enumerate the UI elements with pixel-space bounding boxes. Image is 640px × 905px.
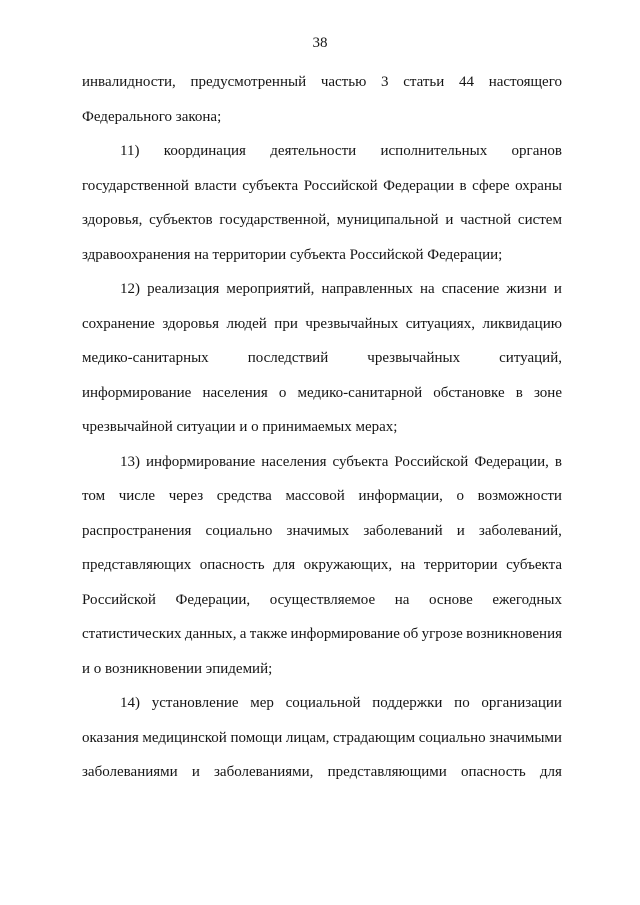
word: деятельности xyxy=(270,143,357,159)
word: а xyxy=(239,626,247,642)
paragraph-continuation xyxy=(82,72,562,141)
word: инвалидности, xyxy=(82,74,176,90)
word: оказания xyxy=(82,729,139,746)
text-line xyxy=(82,176,562,211)
word: помощи xyxy=(230,729,283,746)
word: 13) xyxy=(120,453,140,470)
word: заболеваниями xyxy=(82,764,178,780)
word: субъекта xyxy=(332,453,389,470)
word: и xyxy=(445,212,454,228)
text-line xyxy=(82,452,562,487)
text-line: чрезвычайной ситуации и о принимаемых мерах; xyxy=(82,419,398,435)
word: исполнительных xyxy=(380,143,488,159)
word: здоровья, xyxy=(82,212,143,228)
word: сфере xyxy=(472,177,510,194)
word: через xyxy=(168,488,204,504)
text-line xyxy=(82,279,562,314)
word: в xyxy=(515,384,523,401)
word: представляющими xyxy=(327,764,447,780)
word: государственной, xyxy=(219,212,331,228)
word: о xyxy=(278,384,287,401)
word: возникновения xyxy=(466,626,562,642)
word: ликвидацию xyxy=(482,315,562,332)
word: охраны xyxy=(515,177,562,194)
word: на xyxy=(400,557,416,573)
word: угрозе xyxy=(421,626,463,642)
word: распространения xyxy=(82,522,192,539)
word: том xyxy=(82,488,106,504)
word: государственной xyxy=(82,177,189,194)
word: населения xyxy=(202,384,268,401)
word: Федерации, xyxy=(175,591,251,608)
word: данных, xyxy=(184,626,237,642)
paragraph-item-14 xyxy=(82,693,562,797)
word: 44 xyxy=(458,74,474,90)
word: чрезвычайных xyxy=(305,315,399,332)
word: 3 xyxy=(380,74,389,90)
text-line xyxy=(82,383,562,418)
word: медико-санитарной xyxy=(297,384,423,401)
word: при xyxy=(274,315,298,332)
word: частной xyxy=(460,212,512,228)
word: субъектов xyxy=(149,212,213,228)
word: чрезвычайных xyxy=(367,350,461,366)
word: сохранение xyxy=(82,315,155,332)
word: Российской xyxy=(394,453,469,470)
paragraph-item-12 xyxy=(82,279,562,452)
word: осуществляемое xyxy=(269,591,376,608)
word: в xyxy=(554,453,562,470)
word: обстановке xyxy=(433,384,505,401)
word: частью xyxy=(320,74,367,90)
text-line: и о возникновении эпидемий; xyxy=(82,660,273,677)
word: страдающим xyxy=(333,729,416,746)
word: также xyxy=(249,626,288,642)
word: жизни xyxy=(506,281,547,297)
text-line: здравоохранения на территории субъекта Российской Федерации; xyxy=(82,246,503,263)
word: поддержки xyxy=(372,695,443,711)
word: числе xyxy=(118,488,156,504)
word: Федерации xyxy=(383,177,455,194)
paragraph-item-11 xyxy=(82,141,562,279)
word: ситуаций, xyxy=(499,350,562,366)
text-line xyxy=(82,348,562,383)
word: представляющих xyxy=(82,557,192,573)
word: окружающих, xyxy=(303,557,393,573)
word: последствий xyxy=(247,350,329,366)
word: информации, xyxy=(358,488,443,504)
page-number: 38 xyxy=(312,35,328,51)
word: для xyxy=(539,764,562,780)
word: настоящего xyxy=(488,74,562,90)
word: и xyxy=(191,764,200,780)
word: и xyxy=(456,522,465,539)
text-line xyxy=(82,486,562,521)
word: мероприятий, xyxy=(226,281,315,297)
word: населения xyxy=(261,453,327,470)
word: об xyxy=(403,626,419,642)
word: ситуациях, xyxy=(405,315,475,332)
text-line xyxy=(82,590,562,625)
word: на xyxy=(394,591,410,608)
word: спасение xyxy=(441,281,500,297)
word: субъекта xyxy=(506,557,562,573)
word: опасность xyxy=(460,764,526,780)
word: информирование xyxy=(145,453,256,470)
text-line xyxy=(82,314,562,349)
word: для xyxy=(273,557,296,573)
word: координация xyxy=(163,143,246,159)
word: информирование xyxy=(82,384,192,401)
word: заболеваний, xyxy=(478,522,562,539)
text-line xyxy=(82,210,562,245)
word: территории xyxy=(423,557,498,573)
word: органов xyxy=(511,143,562,159)
document-body xyxy=(82,72,562,797)
word: 11) xyxy=(120,143,140,159)
text-line xyxy=(82,521,562,556)
word: о xyxy=(456,488,464,504)
word: заболеваний xyxy=(363,522,443,539)
word: опасность xyxy=(199,557,265,573)
word: предусмотренный xyxy=(190,74,307,90)
word: Федерации, xyxy=(474,453,549,470)
word: информирование xyxy=(290,626,400,642)
word: социально xyxy=(418,729,486,746)
word: направленных xyxy=(321,281,413,297)
text-line: Федерального закона; xyxy=(82,108,222,125)
word: на xyxy=(419,281,435,297)
word: массовой xyxy=(285,488,345,504)
word: зоне xyxy=(533,384,562,401)
word: 12) xyxy=(120,281,140,297)
paragraph-item-13 xyxy=(82,452,562,694)
word: значимых xyxy=(286,522,350,539)
word: основе xyxy=(429,591,473,608)
word: лицам, xyxy=(285,729,330,746)
text-line xyxy=(82,624,562,659)
text-line xyxy=(82,555,562,590)
text-line xyxy=(82,762,562,797)
text-line xyxy=(82,72,562,107)
word: ежегодных xyxy=(492,591,562,608)
word: систем xyxy=(517,212,562,228)
word: социально xyxy=(205,522,273,539)
word: медицинской xyxy=(142,729,227,746)
text-line xyxy=(82,728,562,763)
word: значимыми xyxy=(489,729,562,746)
word: статьи xyxy=(403,74,445,90)
word: здоровья xyxy=(162,315,219,332)
word: мер xyxy=(250,695,274,711)
word: Российской xyxy=(82,591,156,608)
word: власти xyxy=(194,177,237,194)
word: Российской xyxy=(303,177,378,194)
word: организации xyxy=(481,695,562,711)
text-line xyxy=(82,141,562,176)
word: заболеваниями, xyxy=(214,764,314,780)
word: 14) xyxy=(120,695,140,711)
word: людей xyxy=(226,315,267,332)
word: медико-санитарных xyxy=(82,350,209,366)
word: возможности xyxy=(477,488,562,504)
word: статистических xyxy=(82,626,182,642)
word: и xyxy=(553,281,562,297)
word: муниципальной xyxy=(336,212,439,228)
word: установление xyxy=(151,695,239,711)
word: социальной xyxy=(285,695,361,711)
word: субъекта xyxy=(242,177,299,194)
word: в xyxy=(459,177,467,194)
word: средства xyxy=(216,488,272,504)
word: по xyxy=(454,695,470,711)
text-line xyxy=(82,693,562,728)
word: реализация xyxy=(147,281,220,297)
